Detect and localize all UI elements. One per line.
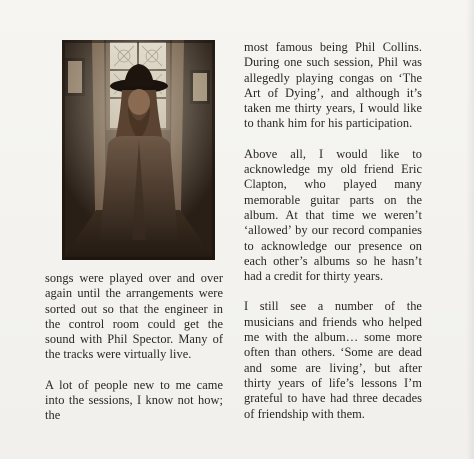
page-edge-shadow — [466, 0, 474, 459]
paragraph: I still see a number of the musicians and friends who helped me with the album… some more often than others. ‘Some are dead and some are living’, but after thirty years of life’s lessons I’m grateful to have had three decades of friendship with them. — [244, 299, 422, 421]
paragraph: songs were played over and over again until the arrangements were sorted out so that the engineer in the control room could get the sound with Phil Spector. Many of the tracks were virtually live. — [45, 271, 223, 362]
paragraph: A lot of people new to me came into the sessions, I know not how; the — [45, 377, 223, 423]
portrait-photo — [62, 40, 215, 260]
right-text-column — [244, 40, 422, 422]
left-text-column — [45, 271, 223, 424]
paragraph: Above all, I would like to acknowledge my old friend Eric Clapton, who played many memorable guitar parts on the album. At that time we weren’t ‘allowed’ by our record companies to acknowledge our presence on each other’s albums so he hasn’t had a credit for thirty years. — [244, 146, 422, 284]
paragraph: most famous being Phil Collins. During one such session, Phil was allegedly playing congas on ‘The Art of Dying’, and although it’s taken me thirty years, I would like to thank him for his participation. — [244, 40, 422, 131]
